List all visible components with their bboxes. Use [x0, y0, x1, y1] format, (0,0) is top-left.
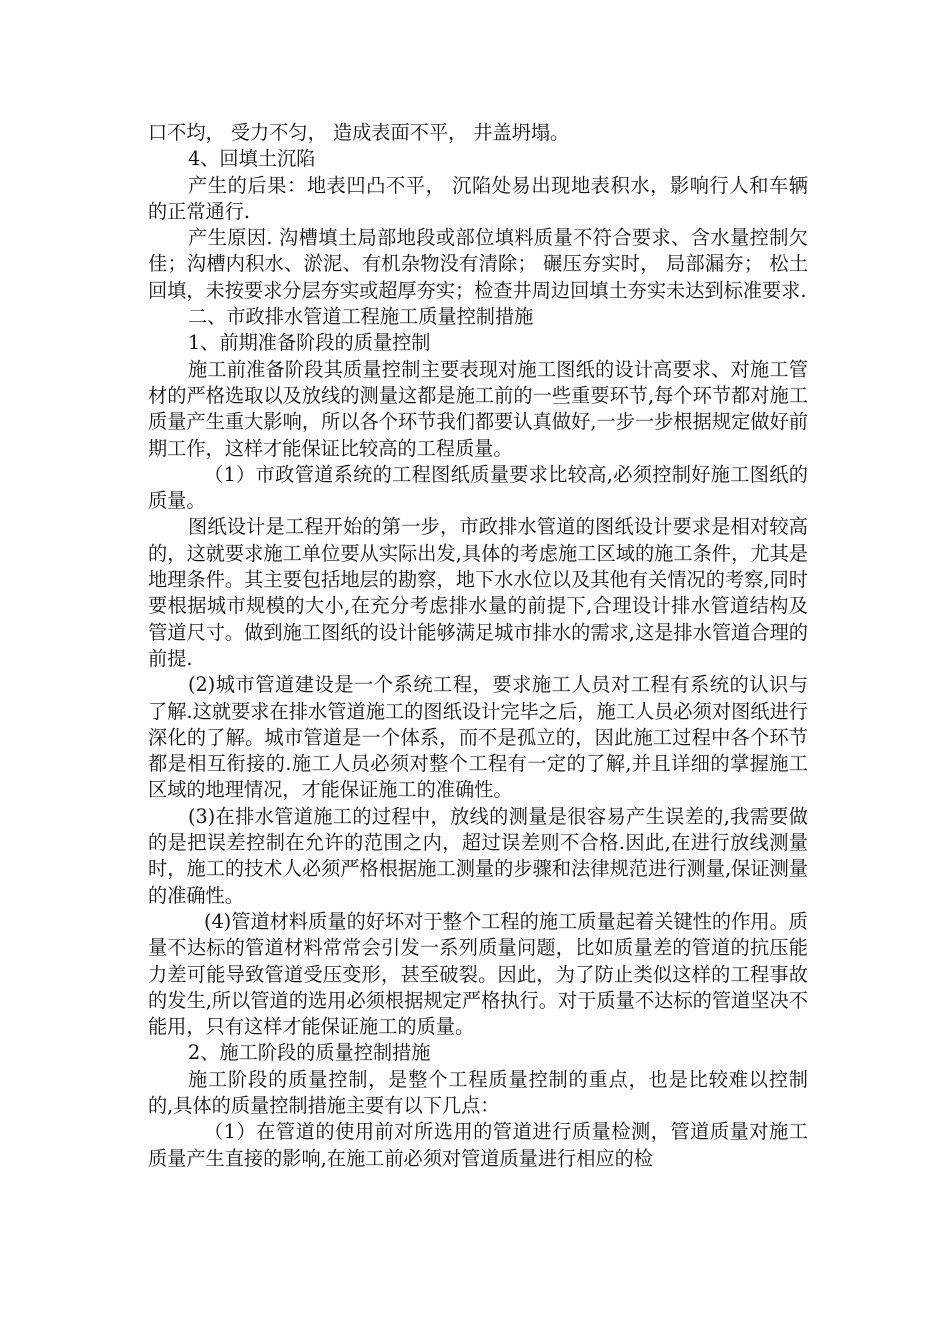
section-heading-quality-control-measures: 二、市政排水管道工程施工质量控制措施: [188, 305, 534, 329]
heading-preparation-stage: 1、前期准备阶段的质量控制: [188, 331, 431, 355]
paragraph-item-3-survey: (3)在排水管道施工的过程中，放线的测量是很容易产生误差的,我需要做的是把误差控制在允许的范围之内，超过误差则不合格.因此,在进行放线测量时，施工的技术人必须严格根据施工测量的步骤和法律规范进行测量,保证测量的准确性。: [148, 804, 808, 907]
paragraph-well-cover-collapse: 口不均， 受力不匀， 造成表面不平， 井盖坍塌。: [148, 121, 570, 144]
paragraph-item-1-drawings: （1）市政管道系统的工程图纸质量要求比较高,必须控制好施工图纸的质量。: [148, 462, 808, 513]
paragraph-drawing-design: 图纸设计是工程开始的第一步，市政排水管道的图纸设计要求是相对较高的，这就要求施工单位要从实际出发,具体的考虑施工区域的施工条件，尤其是地理条件。其主要包括地层的勘察，地下水水位以及其他有关情况的考察,同时要根据城市规模的大小,在充分考虑排水量的前提下,合理设计排水管道结构及管道尺寸。做到施工图纸的设计能够满足城市排水的需求,这是排水管道合理的前提.: [148, 515, 808, 670]
paragraph-preparation-overview: 施工前准备阶段其质量控制主要表现对施工图纸的设计高要求、对施工管材的严格选取以及放线的测量这都是施工前的一些重要环节,每个环节都对施工质量产生重大影响，所以各个环节我们都要认真做好,一步一步根据规定做好前期工作，这样才能保证比较高的工程质量。: [148, 357, 808, 460]
paragraph-item-1-pipe-inspection: （1）在管道的使用前对所选用的管道进行质量检测，管道质量对施工质量产生直接的影响,在施工前必须对管道质量进行相应的检: [148, 1120, 808, 1170]
document-body: [148, 120, 808, 1172]
heading-backfill-settlement: 4、回填土沉陷: [188, 147, 316, 171]
paragraph-consequences: 产生的后果：地表凹凸不平， 沉陷处易出现地表积水，影响行人和车辆的正常通行.: [148, 173, 808, 223]
paragraph-causes: 产生原因. 沟槽填土局部地段或部位填料质量不符合要求、含水量控制欠佳；沟槽内积水、淤泥、有机杂物没有清除； 碾压夯实时， 局部漏夯； 松土回填，未按要求分层夯实或超厚夯实；检查井周边回填土夯实未达到标准要求.: [148, 226, 808, 302]
paragraph-construction-overview: 施工阶段的质量控制，是整个工程质量控制的重点，也是比较难以控制的,具体的质量控制措施主要有以下几点：: [148, 1067, 808, 1117]
heading-construction-stage: 2、施工阶段的质量控制措施: [188, 1041, 431, 1065]
paragraph-item-2-system-engineering: (2)城市管道建设是一个系统工程，要求施工人员对工程有系统的认识与了解.这就要求在排水管道施工的图纸设计完毕之后，施工人员必须对图纸进行深化的了解。城市管道是一个体系，而不是孤立的，因此施工过程中各个环节都是相互衔接的.施工人员必须对整个工程有一定的了解,并且详细的掌握施工区域的地理情况，才能保证施工的准确性。: [148, 673, 808, 802]
paragraph-item-4-materials: (4)管道材料质量的好坏对于整个工程的施工质量起着关键性的作用。质量不达标的管道材料常常会引发一系列质量问题，比如质量差的管道的抗压能力差可能导致管道受压变形，甚至破裂。因此，为了防止类似这样的工程事故的发生,所以管道的选用必须根据规定严格执行。对于质量不达标的管道坚决不能用，只有这样才能保证施工的质量。: [148, 909, 808, 1039]
